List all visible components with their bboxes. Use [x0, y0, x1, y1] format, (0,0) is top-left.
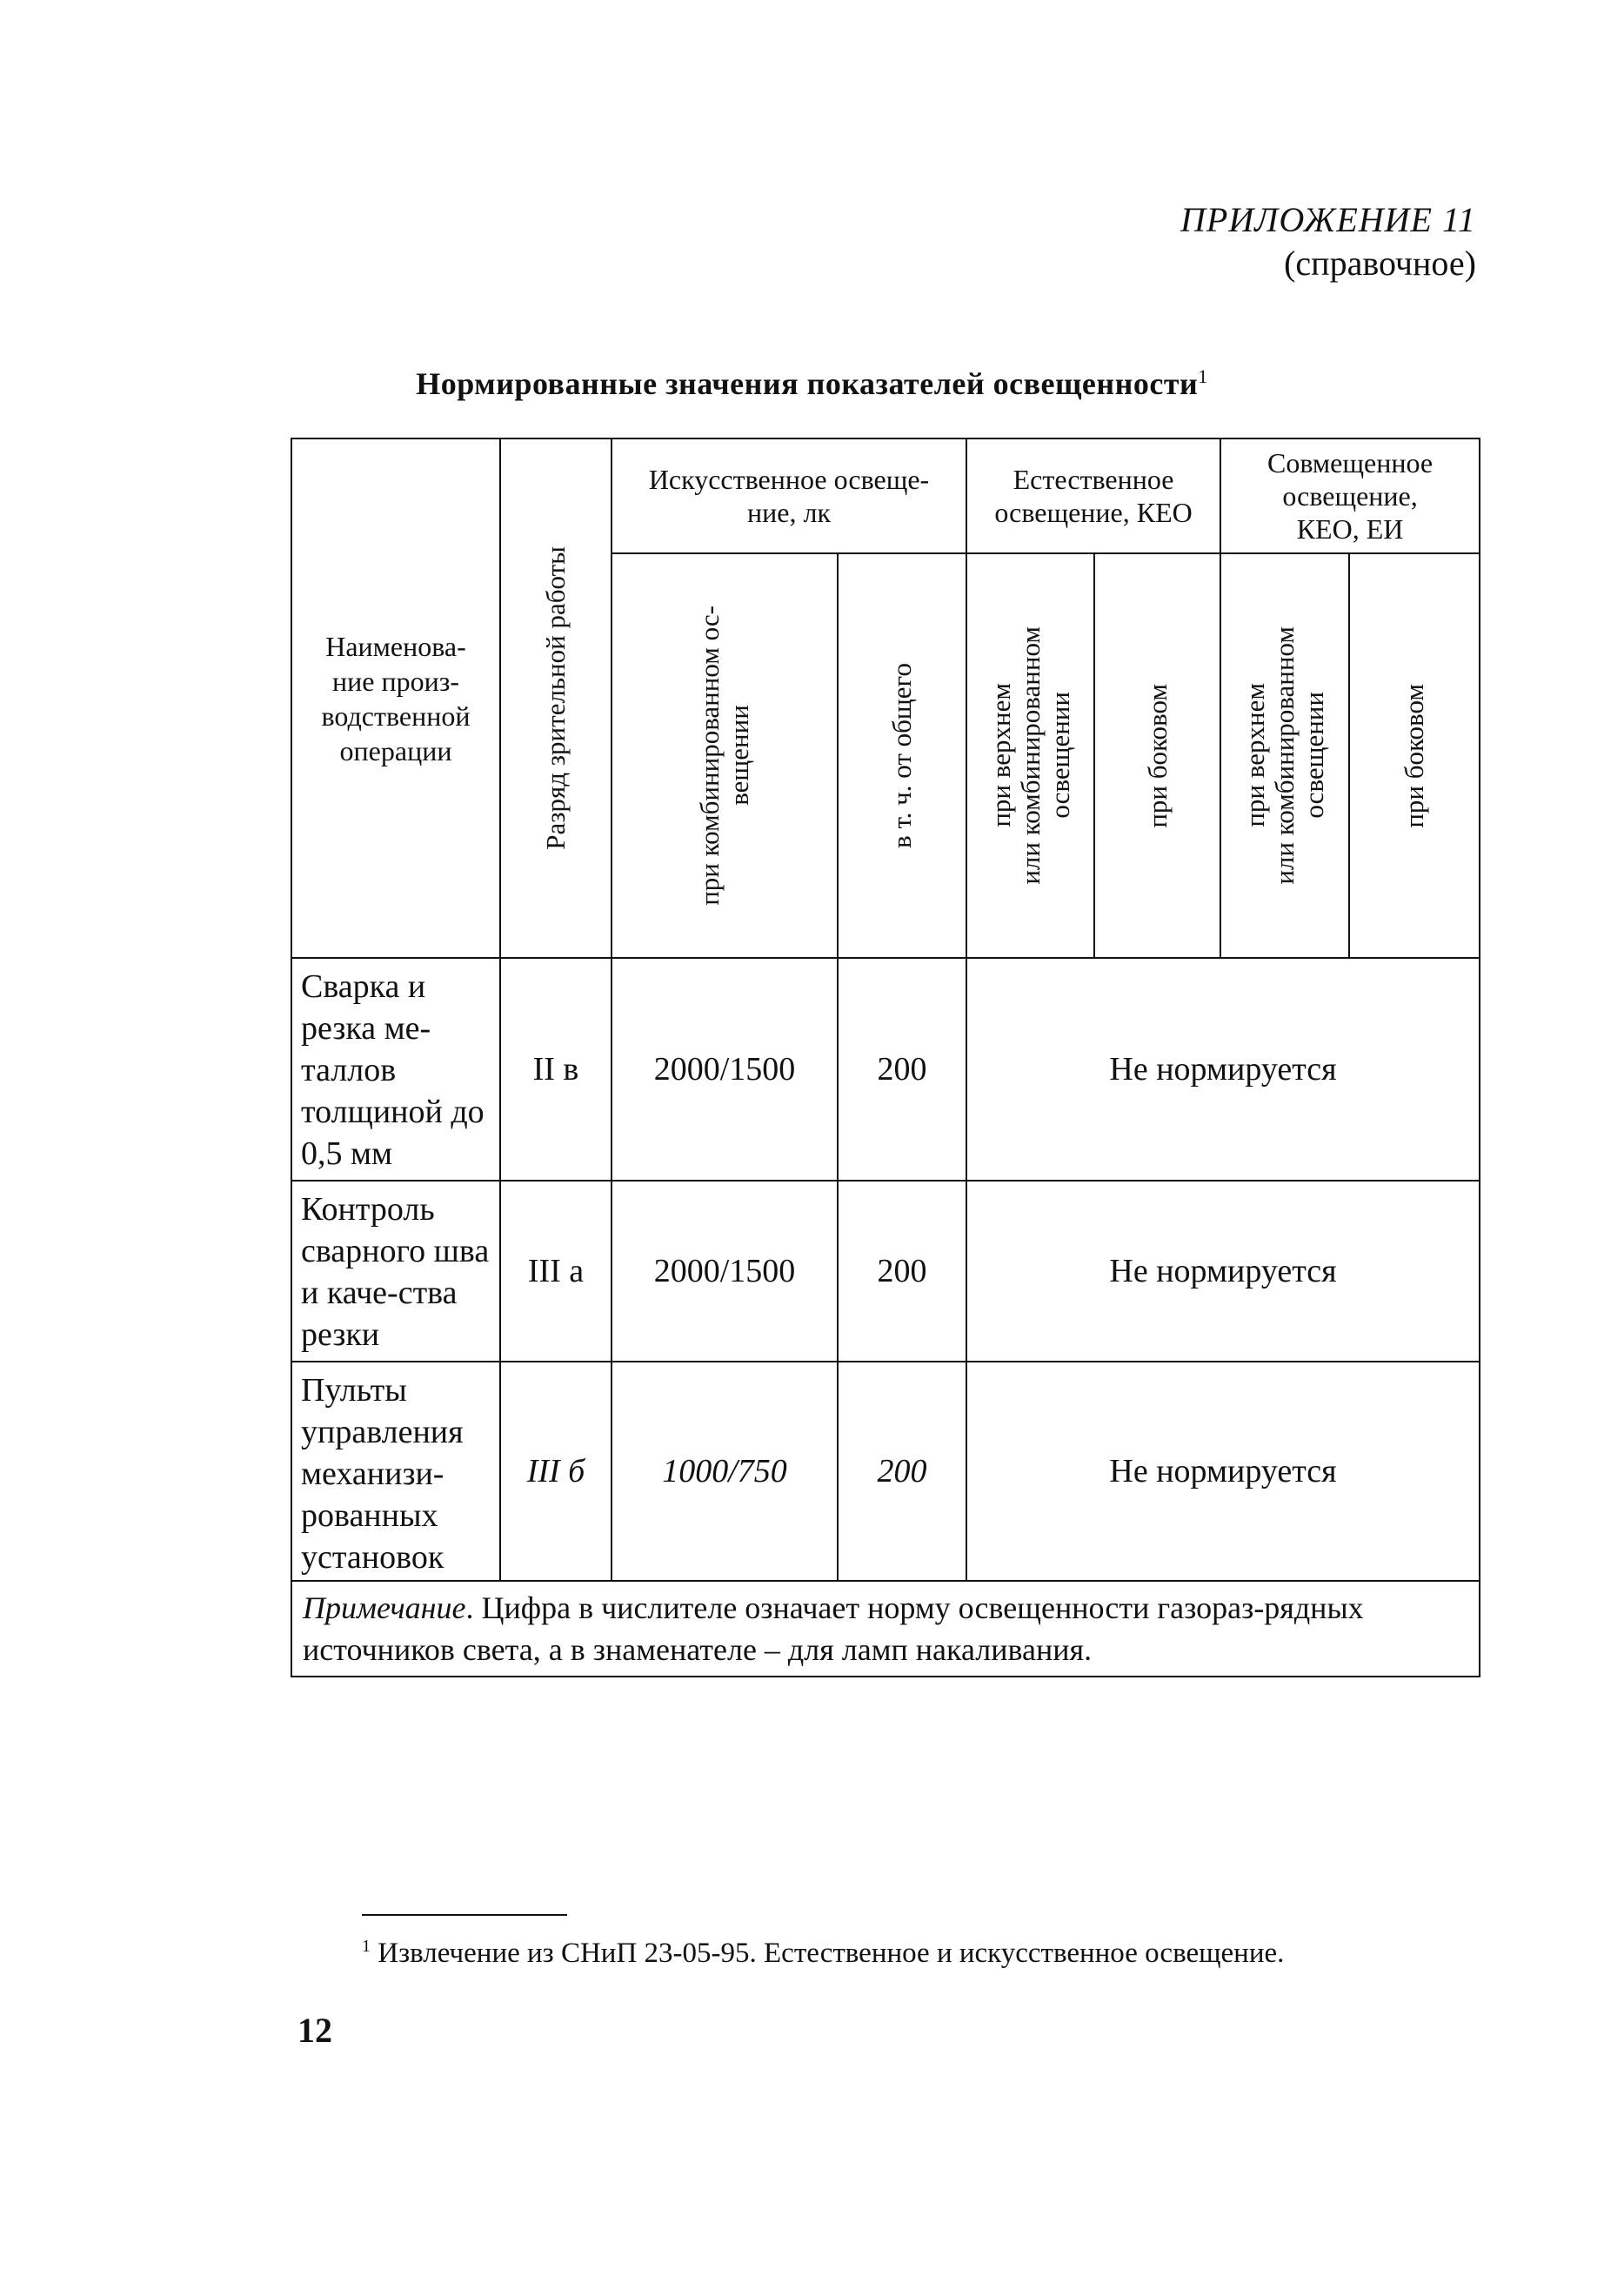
- footnote: [362, 1937, 1284, 1970]
- header-operation-name-text: Наименова- ние произ- водственной операции: [321, 630, 471, 766]
- header-artificial-lighting: Искусственное освеще- ние, лк: [612, 438, 966, 553]
- row-operation: Контроль сварного шва и каче-ства резки: [291, 1181, 500, 1362]
- subheader-combined-side-text: при боковом: [1399, 683, 1430, 828]
- subheader-combined-side: [1349, 553, 1480, 958]
- row-natural-combined: Не нормируется: [966, 1362, 1480, 1581]
- table-note: [291, 1581, 1480, 1677]
- subheader-natural-top-text: при верхнем или комбинированном освещении: [985, 626, 1075, 885]
- row-grade: III а: [500, 1181, 612, 1362]
- header-operation-name: [291, 438, 500, 958]
- subheader-general-artificial-text: в т. ч. от общего: [886, 663, 917, 848]
- row-general-lux: 200: [838, 958, 966, 1181]
- table-row: [291, 1362, 1480, 1581]
- table-title-footnote-mark: 1: [1198, 365, 1208, 387]
- table-row: [291, 1181, 1480, 1362]
- footnote-mark: 1: [362, 1937, 371, 1956]
- row-general-lux: 200: [838, 1181, 966, 1362]
- appendix-heading: [1180, 198, 1476, 285]
- page-number: 12: [297, 2011, 332, 2050]
- table-title-text: Нормированные значения показателей освещенности: [416, 366, 1199, 401]
- row-natural-combined: Не нормируется: [966, 958, 1480, 1181]
- row-natural-combined: Не нормируется: [966, 1181, 1480, 1362]
- table-row: [291, 958, 1480, 1181]
- lighting-norms-table: [291, 438, 1480, 1677]
- table-note-lead: Примечание: [303, 1590, 466, 1625]
- subheader-natural-top: [966, 553, 1094, 958]
- subheader-combined-artificial-text: при комбинированном ос- вещении: [694, 606, 754, 906]
- subheader-combined-top-text: при верхнем или комбинированном освещении: [1240, 626, 1330, 885]
- header-natural-lighting: Естественное освещение, КЕО: [966, 438, 1220, 553]
- row-operation: Пульты управления механизи-рованных установок: [291, 1362, 500, 1581]
- subheader-general-artificial: [838, 553, 966, 958]
- row-general-lux: 200: [838, 1362, 966, 1581]
- appendix-title: ПРИЛОЖЕНИЕ 11: [1180, 200, 1476, 239]
- row-operation: Сварка и резка ме-таллов толщиной до 0,5 мм: [291, 958, 500, 1181]
- table-title: [0, 365, 1624, 402]
- footnote-text: Извлечение из СНиП 23-05-95. Естественное и искусственное освещение.: [378, 1938, 1285, 1969]
- footnote-divider: [362, 1914, 567, 1916]
- subheader-combined-artificial: [612, 553, 838, 958]
- subheader-natural-side: [1094, 553, 1220, 958]
- row-combined-lux: 1000/750: [612, 1362, 838, 1581]
- appendix-subtitle: (справочное): [1284, 244, 1476, 283]
- header-visual-grade-text: Разряд зрительной работы: [540, 546, 571, 850]
- subheader-combined-top: [1220, 553, 1349, 958]
- row-combined-lux: 2000/1500: [612, 1181, 838, 1362]
- table-note-text: . Цифра в числителе означает норму освещенности газораз-рядных источников света, а в знаменателе – для ламп накаливания.: [303, 1590, 1364, 1667]
- row-grade: II в: [500, 958, 612, 1181]
- subheader-natural-side-text: при боковом: [1141, 683, 1173, 828]
- row-grade: III б: [500, 1362, 612, 1581]
- header-combined-lighting: Совмещенное освещение, КЕО, ЕИ: [1220, 438, 1480, 553]
- header-visual-grade: [500, 438, 612, 958]
- row-combined-lux: 2000/1500: [612, 958, 838, 1181]
- note-row: [291, 1581, 1480, 1677]
